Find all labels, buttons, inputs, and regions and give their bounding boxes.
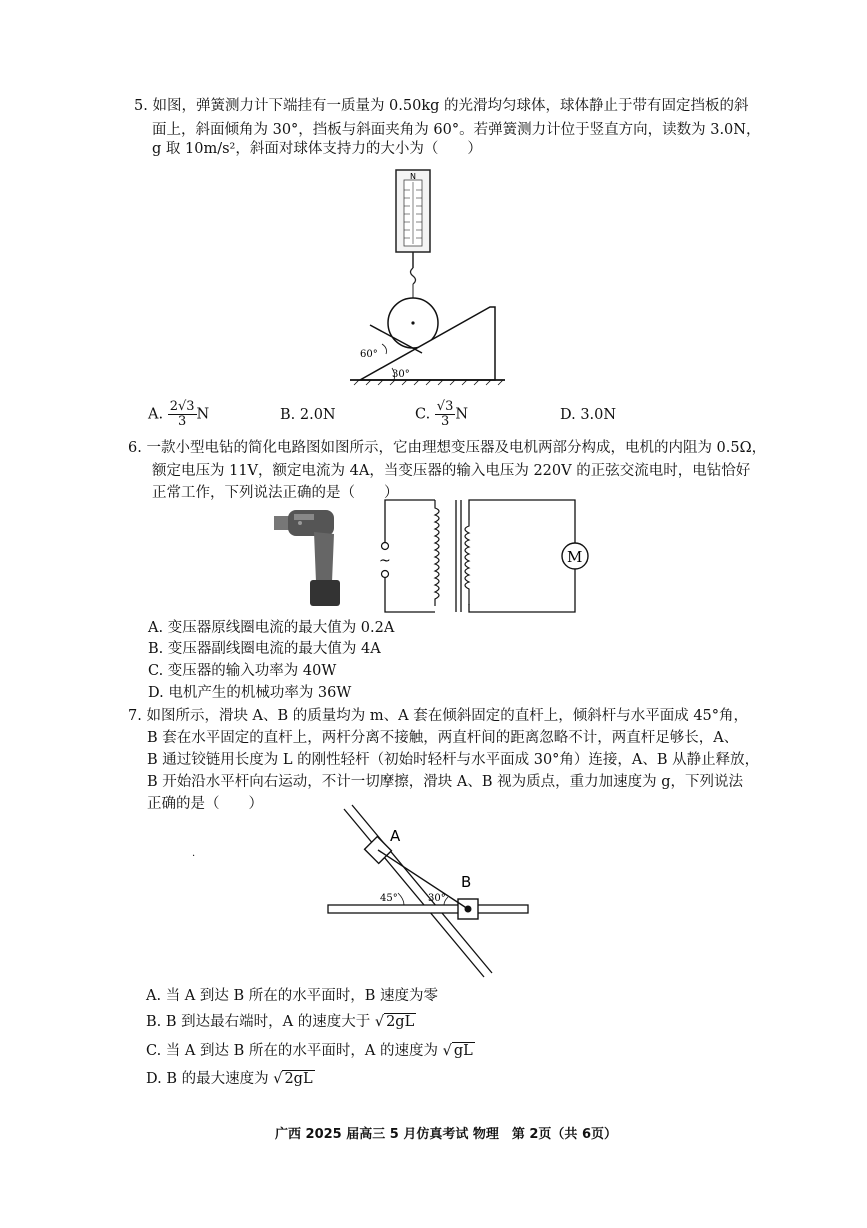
q7-option-b-radicand: 2gL xyxy=(386,1014,415,1030)
q6-option-c[interactable]: C. 变压器的输入功率为 40W xyxy=(148,663,337,679)
sqrt-symbol: √ xyxy=(273,1071,283,1087)
q7-line-1: 7. 如图所示，滑块 A、B 的质量均为 m、A 套在倾斜固定的直杆上，倾斜杆与水平面成 45°角， xyxy=(128,708,749,724)
q7-option-b[interactable]: B. B 到达最右端时，A 的速度大于 √ 2gL xyxy=(146,1014,415,1030)
q7-line-2: B 套在水平固定的直杆上，两杆分离不接触，两直杆间的距离忽略不计，两直杆足够长，A、 xyxy=(147,730,739,746)
scale-unit-label: N xyxy=(410,172,416,181)
q7-line-3: B 通过铰链用长度为 L 的刚性轻杆（初始时轻杆与水平面成 30°角）连接，A、B 从静止释放， xyxy=(147,752,760,768)
secondary-coil xyxy=(465,520,469,605)
angle-60-label: 60° xyxy=(360,349,378,360)
q7-option-c-radicand: gL xyxy=(453,1043,473,1059)
q7-option-d-radicand: 2gL xyxy=(284,1071,313,1087)
q7-option-d[interactable]: D. B 的最大速度为 √ 2gL xyxy=(146,1071,313,1087)
q5-line-1: 5. 如图，弹簧测力计下端挂有一质量为 0.50kg 的光滑均匀球体，球体静止于带有固定挡板的斜 xyxy=(134,98,749,114)
q6-line-2: 额定电压为 11V，额定电流为 4A，当变压器的输入电压为 220V 的正弦交流电时，电钻恰好 xyxy=(152,463,751,479)
q6-option-b[interactable]: B. 变压器副线圈电流的最大值为 4A xyxy=(148,641,381,657)
primary-coil xyxy=(435,500,439,606)
label-b: B xyxy=(461,873,472,891)
q6-line-1: 6. 一款小型电钻的简化电路图如图所示，它由理想变压器及电机两部分构成，电机的内阻为 0.5Ω， xyxy=(128,440,767,456)
q7-figure xyxy=(320,805,535,985)
q5-option-a-label: A. xyxy=(148,406,164,423)
q5-option-c[interactable]: C. $\frac{√3}{3}$ N xyxy=(415,399,469,429)
sqrt-symbol: √ xyxy=(374,1014,385,1030)
q6-line-3: 正常工作，下列说法正确的是（ ） xyxy=(152,485,399,501)
sqrt-symbol: √ xyxy=(442,1043,452,1059)
q5-line-3: g 取 10m/s²，斜面对球体支持力的大小为（ ） xyxy=(152,141,482,157)
drill-image xyxy=(270,502,355,610)
horizontal-rod xyxy=(328,905,528,913)
q5-option-a-fraction: $\frac{2√3}{3}$ xyxy=(169,399,195,429)
label-a: A xyxy=(390,827,401,845)
q5-option-d[interactable]: D. 3.0N xyxy=(560,407,617,423)
inclined-rod xyxy=(344,809,484,977)
q6-option-d[interactable]: D. 电机产生的机械功率为 36W xyxy=(148,685,352,701)
angle-30-label: 30° xyxy=(392,369,410,380)
q5-option-a[interactable]: A. $\frac{2√3}{3}$ N xyxy=(148,399,210,429)
q5-figure xyxy=(340,160,520,395)
q5-option-c-fraction: $\frac{√3}{3}$ xyxy=(436,399,454,429)
q6-option-a[interactable]: A. 变压器原线圈电流的最大值为 0.2A xyxy=(148,620,395,636)
angle-30-label: 30° xyxy=(428,893,446,904)
q7-line-5: 正确的是（ ） xyxy=(147,796,263,812)
angle-45-label: 45° xyxy=(380,893,398,904)
q7-option-c[interactable]: C. 当 A 到达 B 所在的水平面时，A 的速度为 √ gL xyxy=(146,1043,473,1059)
page-footer: 广西 2025 届高三 5 月仿真考试 物理 第 2页（共 6页） xyxy=(275,1127,617,1142)
q5-option-c-label: C. xyxy=(415,406,431,423)
input-terminal-bottom xyxy=(382,571,389,578)
q7-line-4: B 开始沿水平杆向右运动，不计一切摩擦，滑块 A、B 视为质点，重力加速度为 g，下列说法 xyxy=(147,774,743,790)
input-terminal-top xyxy=(382,543,389,550)
q5-line-2: 面上，斜面倾角为 30°，挡板与斜面夹角为 60°。若弹簧测力计位于竖直方向，读数为 3.0N， xyxy=(152,122,761,138)
q6-circuit xyxy=(375,498,585,616)
ac-symbol: ~ xyxy=(379,553,391,569)
q5-option-b[interactable]: B. 2.0N xyxy=(280,407,336,423)
motor-label: M xyxy=(567,548,583,566)
q7-option-a[interactable]: A. 当 A 到达 B 所在的水平面时，B 速度为零 xyxy=(146,988,439,1004)
